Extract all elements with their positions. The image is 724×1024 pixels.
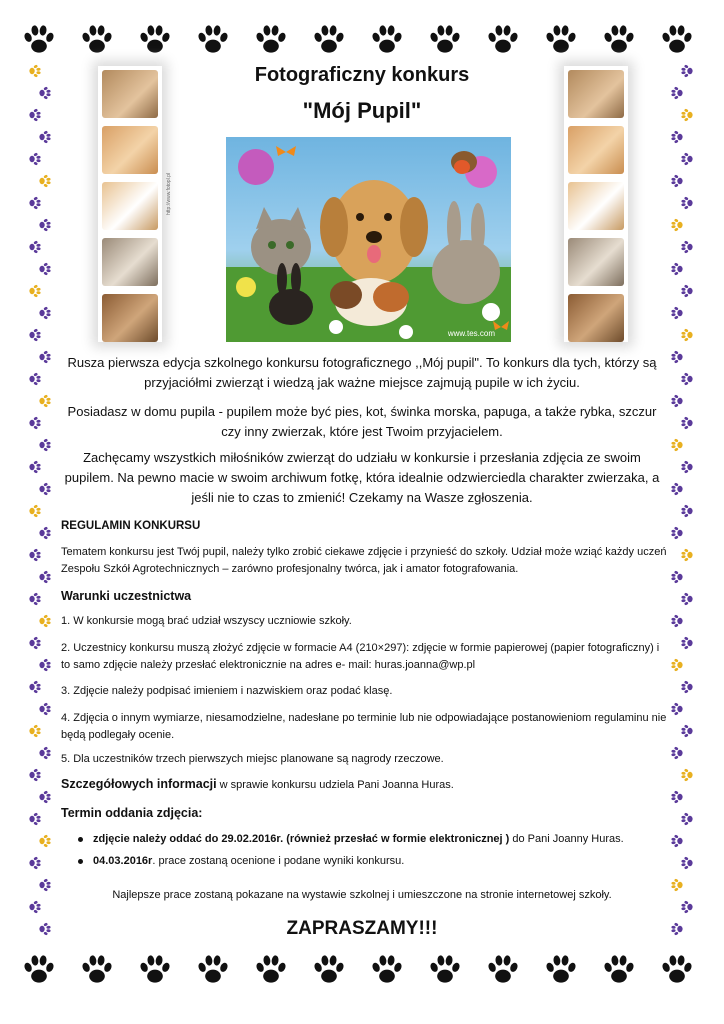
paw-icon — [38, 350, 52, 364]
paw-icon — [254, 952, 288, 986]
paw-icon — [660, 22, 694, 56]
paw-icon — [680, 372, 694, 386]
image-credit: www.tes.com — [447, 329, 495, 338]
paw-icon — [28, 460, 42, 474]
paw-icon — [38, 130, 52, 144]
paw-icon — [28, 328, 42, 342]
dog-kitten-photo — [102, 294, 158, 342]
paw-icon — [670, 350, 684, 364]
kitten-rabbit-photo — [102, 126, 158, 174]
paw-icon — [28, 504, 42, 518]
deadline-item-1 — [78, 833, 624, 845]
deadline-heading: Termin oddania zdjęcia: — [61, 806, 203, 820]
paw-icon — [38, 218, 52, 232]
paw-icon — [486, 22, 520, 56]
paw-icon — [28, 152, 42, 166]
paw-icon — [670, 218, 684, 232]
paw-icon — [38, 306, 52, 320]
intro-paragraph-1: Rusza pierwsza edycja szkolnego konkursu fotograficznego ,,Mój pupil". To konkurs dla tych, którzy są przyjaciółmi zwierząt i wiedzą jak ważne miejsce zajmują pupile w ich życiu. — [67, 355, 657, 390]
paw-icon — [38, 614, 52, 628]
condition-item-5: 5. Dla uczestników trzech pierwszych miejsc planowane są nagrody rzeczowe. — [61, 753, 444, 765]
paw-icon — [670, 614, 684, 628]
condition-item-2: 2. Uczestnicy konkursu muszą złożyć zdjęcie w formacie A4 (210×297): zdjęcie w formie papierowej (papier fotograficzny) i to samo zdjęcie należy przesłać elektronicznie na adres e- mail: huras.joanna@wp.pl — [61, 642, 660, 671]
paw-icon — [428, 952, 462, 986]
paw-icon — [38, 746, 52, 760]
paw-icon — [196, 952, 230, 986]
paw-icon — [22, 22, 56, 56]
paw-icon — [28, 724, 42, 738]
paw-icon — [28, 900, 42, 914]
paw-icon — [312, 22, 346, 56]
paw-icon — [680, 768, 694, 782]
paw-icon — [670, 130, 684, 144]
paw-icon — [680, 856, 694, 870]
paw-icon — [28, 196, 42, 210]
paw-icon — [680, 416, 694, 430]
paw-icon — [602, 22, 636, 56]
paw-icon — [38, 702, 52, 716]
paw-icon — [370, 952, 404, 986]
paw-icon — [670, 526, 684, 540]
conditions-heading: Warunki uczestnictwa — [61, 589, 192, 603]
paw-icon — [22, 952, 56, 986]
paw-icon — [28, 636, 42, 650]
paw-icon — [38, 438, 52, 452]
paw-icon — [680, 680, 694, 694]
paw-icon — [680, 240, 694, 254]
paw-icon — [38, 174, 52, 188]
paw-icon — [680, 152, 694, 166]
paw-icon — [138, 952, 172, 986]
paw-icon — [670, 570, 684, 584]
puppy-kitten-photo — [102, 182, 158, 230]
intro-paragraph-3: Zachęcamy wszystkich miłośników zwierząt do udziału w konkursie i przesłania zdjęcia ze swoim pupilem. Na pewno macie w swoim archiwum fotkę, która idealnie odzwierciedla charakter zwierzaka, a jeśli nie to czas to zmienić! Czekamy na Wasze zgłoszenia. — [64, 450, 660, 505]
side-credit: http://www.fotopl.pl — [166, 173, 172, 215]
bullet-dot — [78, 837, 83, 842]
deadline-item-2-bold: 04.03.2016r — [93, 855, 153, 867]
puppy-kitten-photo — [568, 182, 624, 230]
paw-icon — [680, 900, 694, 914]
paw-icon — [38, 834, 52, 848]
paw-icon — [428, 22, 462, 56]
paw-icon — [28, 812, 42, 826]
info-line — [61, 776, 671, 794]
paw-icon — [28, 680, 42, 694]
paw-icon — [680, 636, 694, 650]
paw-icon — [670, 746, 684, 760]
paw-icon — [544, 22, 578, 56]
paw-icon — [80, 952, 114, 986]
condition-item-3: 3. Zdjęcie należy podpisać imieniem i nazwiskiem oraz podać klasę. — [61, 685, 393, 697]
bullet-dot — [78, 859, 83, 864]
paw-icon — [38, 394, 52, 408]
paw-icon — [28, 592, 42, 606]
kittens-photo — [102, 238, 158, 286]
paw-icon — [680, 724, 694, 738]
paw-icon — [670, 834, 684, 848]
page-title: Fotograficzny konkurs — [254, 64, 470, 86]
paw-icon — [670, 394, 684, 408]
paw-icon — [38, 482, 52, 496]
paw-icon — [28, 548, 42, 562]
paw-icon — [28, 856, 42, 870]
paw-icon — [38, 790, 52, 804]
info-rest: w sprawie konkursu udziela Pani Joanna Huras. — [216, 779, 454, 791]
paw-icon — [670, 306, 684, 320]
paw-icon — [28, 240, 42, 254]
paw-icon — [28, 416, 42, 430]
paw-icon — [670, 482, 684, 496]
paw-icon — [670, 658, 684, 672]
page-subtitle: "Mój Pupil" — [302, 98, 422, 123]
paw-icon — [312, 952, 346, 986]
paw-icon — [680, 328, 694, 342]
paw-icon — [38, 658, 52, 672]
paw-icon — [370, 22, 404, 56]
paw-icon — [670, 262, 684, 276]
closing-text: Najlepsze prace zostaną pokazane na wystawie szkolnej i umieszczone na stronie internetowej szkoły. — [112, 889, 612, 901]
dog-kitten-photo — [568, 294, 624, 342]
paw-icon — [670, 702, 684, 716]
paw-icon — [138, 22, 172, 56]
deadline-item-1-bold: zdjęcie należy oddać do 29.02.2016r. (również przesłać w formie elektronicznej ) — [93, 833, 510, 845]
paw-icon — [28, 372, 42, 386]
intro-paragraph-2: Posiadasz w domu pupila - pupilem może być pies, kot, świnka morska, papuga, a także rybka, szczur czy inny zwierzak, które jest Twoim przyjacielem. — [67, 404, 657, 439]
paw-icon — [670, 174, 684, 188]
paw-icon — [254, 22, 288, 56]
condition-item-1: 1. W konkursie mogą brać udział wszyscy uczniowie szkoły. — [61, 615, 352, 627]
info-bold: Szczegółowych informacji — [61, 777, 217, 791]
kittens-photo — [568, 238, 624, 286]
paw-icon — [680, 196, 694, 210]
paw-icon — [38, 570, 52, 584]
call-to-action: ZAPRASZAMY!!! — [286, 918, 438, 939]
paw-icon — [680, 284, 694, 298]
paw-icon — [680, 460, 694, 474]
paw-icon — [28, 768, 42, 782]
paw-icon — [660, 952, 694, 986]
paw-icon — [544, 952, 578, 986]
regulamin-heading: REGULAMIN KONKURSU — [61, 520, 201, 532]
paw-icon — [80, 22, 114, 56]
paw-icon — [196, 22, 230, 56]
paw-icon — [38, 262, 52, 276]
deadline-item-2 — [78, 855, 404, 867]
paw-icon — [486, 952, 520, 986]
paw-icon — [680, 504, 694, 518]
kitten-rabbit-photo — [568, 126, 624, 174]
hero-pets-image — [226, 137, 511, 342]
deadline-item-2-rest: . prace zostaną ocenione i podane wyniki konkursu. — [152, 855, 405, 867]
deadline-item-1-rest: do Pani Joanny Huras. — [509, 833, 624, 845]
paw-icon — [670, 790, 684, 804]
regulamin-body: Tematem konkursu jest Twój pupil, należy tylko zrobić ciekawe zdjęcie i przynieść do szkoły. Udział może wziąć każdy uczeń Zespołu Szkół Agrotechnicznych – zarówno profesjonalny twórca, jak i amator fotografowania. — [61, 546, 667, 575]
condition-item-4: 4. Zdjęcia o innym wymiarze, niesamodzielne, nadesłane po terminie lub nie odpowiadające postanowieniom regulaminu nie będą podlegały ocenie. — [61, 712, 667, 741]
paw-icon — [602, 952, 636, 986]
paw-icon — [680, 812, 694, 826]
paw-icon — [28, 284, 42, 298]
paw-icon — [680, 592, 694, 606]
paw-icon — [38, 526, 52, 540]
paw-icon — [680, 548, 694, 562]
paw-icon — [670, 438, 684, 452]
